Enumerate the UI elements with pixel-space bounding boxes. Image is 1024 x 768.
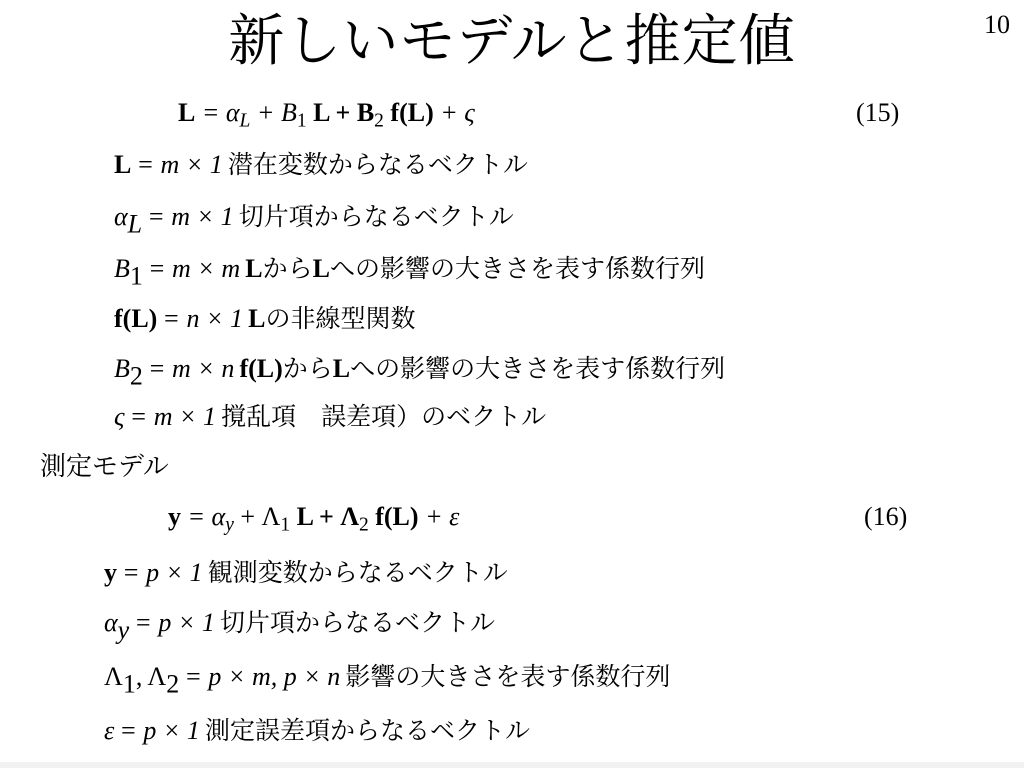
def-row-fL xyxy=(114,302,415,336)
def-dimension: = p × 1 xyxy=(122,558,203,587)
def-symbol-sub: 1 xyxy=(129,261,143,291)
def-symbol: ε xyxy=(104,716,115,745)
def-dimension: = p × m, p × n xyxy=(184,662,341,691)
def-symbol: B xyxy=(114,254,130,283)
def-text: 切片項からなるベクトル xyxy=(238,202,514,231)
slide-bottom-divider xyxy=(0,762,1024,768)
measurement-equation xyxy=(168,500,459,534)
def-symbol: α xyxy=(104,608,118,637)
def-dimension: = n × 1 xyxy=(162,304,244,333)
def-symbol: L xyxy=(114,150,132,179)
eq16-term5: + ε xyxy=(425,502,460,531)
def-row-alpha-L xyxy=(114,200,514,239)
def-dimension: = m × m xyxy=(147,254,241,283)
structural-equation xyxy=(178,96,475,130)
def-row-y xyxy=(104,556,508,590)
def-row-B1 xyxy=(114,252,705,291)
def-row-alpha-y xyxy=(104,606,495,645)
def-pre: L xyxy=(248,304,266,333)
def-symbol-sub: 2 xyxy=(129,361,143,391)
def-symbol: α xyxy=(114,202,128,231)
def-row-zeta xyxy=(114,400,546,434)
def-symbol-sub: y xyxy=(117,615,130,645)
def-text: 撹乱項 誤差項）のベクトル xyxy=(221,402,547,431)
def-dimension: = p × 1 xyxy=(119,716,200,745)
def-symbol: B xyxy=(114,354,130,383)
page-number: 10 xyxy=(984,10,1010,39)
eq15-term2: + $B_1$ xyxy=(256,98,307,132)
def-pre: f(L) xyxy=(239,354,283,383)
slide-title: 新しいモデルと推定値 xyxy=(228,9,796,74)
def-dimension: = m × 1 xyxy=(147,202,234,231)
eq15-term5: + ς xyxy=(440,98,475,127)
def-dimension: = m × 1 xyxy=(136,150,223,179)
eq15-lhs: L xyxy=(178,98,196,127)
def-text-2: への影響の大きさを表す係数行列 xyxy=(350,354,726,383)
def-text: 影響の大きさを表す係数行列 xyxy=(345,662,671,691)
eq16-term4: f(L) xyxy=(375,502,419,531)
def-row-L xyxy=(114,148,528,182)
def-symbol-2-sub: 2 xyxy=(166,669,180,699)
def-dimension: = m × 1 xyxy=(129,402,217,431)
def-dimension: = p × 1 xyxy=(134,608,215,637)
def-dimension: = m × n xyxy=(147,354,235,383)
measurement-model-heading: 測定モデル xyxy=(40,452,169,482)
eq16-term3: $L + \Lambda_2$ xyxy=(296,502,369,536)
def-pre: L xyxy=(245,254,263,283)
def-text: 測定誤差項からなるベクトル xyxy=(205,716,531,745)
def-symbol: f(L) xyxy=(114,304,158,333)
def-mid: L xyxy=(332,354,351,383)
def-symbol-sub: 1 xyxy=(122,669,136,699)
eq15-term3: $L + B_2$ xyxy=(313,98,384,132)
def-row-epsilon xyxy=(104,714,530,748)
def-text: 観測変数からなるベクトル xyxy=(207,558,508,587)
def-row-B2 xyxy=(114,352,726,391)
def-symbol-sub: L xyxy=(127,209,143,239)
def-text: から xyxy=(282,354,333,383)
def-symbol-2: , Λ xyxy=(135,662,167,691)
def-text: から xyxy=(262,254,313,283)
eq15-term1: = $\alpha_L$ xyxy=(201,98,251,132)
eq16-term1: = $\alpha_y$ xyxy=(187,502,234,536)
def-text: 潜在変数からなるベクトル xyxy=(227,150,528,179)
def-symbol: Λ xyxy=(104,662,123,691)
def-text: 切片項からなるベクトル xyxy=(219,608,495,637)
def-symbol: y xyxy=(104,558,117,587)
def-text: の非線型関数 xyxy=(265,304,416,333)
def-row-lambda xyxy=(104,660,671,699)
def-mid: L xyxy=(312,254,330,283)
eq16-lhs: y xyxy=(168,502,181,531)
def-text-2: への影響の大きさを表す係数行列 xyxy=(329,254,705,283)
equation-number-15: (15) xyxy=(856,98,900,127)
eq15-term4: f(L) xyxy=(390,98,434,127)
equation-number-16: (16) xyxy=(864,502,908,531)
def-symbol: ς xyxy=(114,402,125,431)
eq16-term2: + $\Lambda_1$ xyxy=(240,502,291,536)
